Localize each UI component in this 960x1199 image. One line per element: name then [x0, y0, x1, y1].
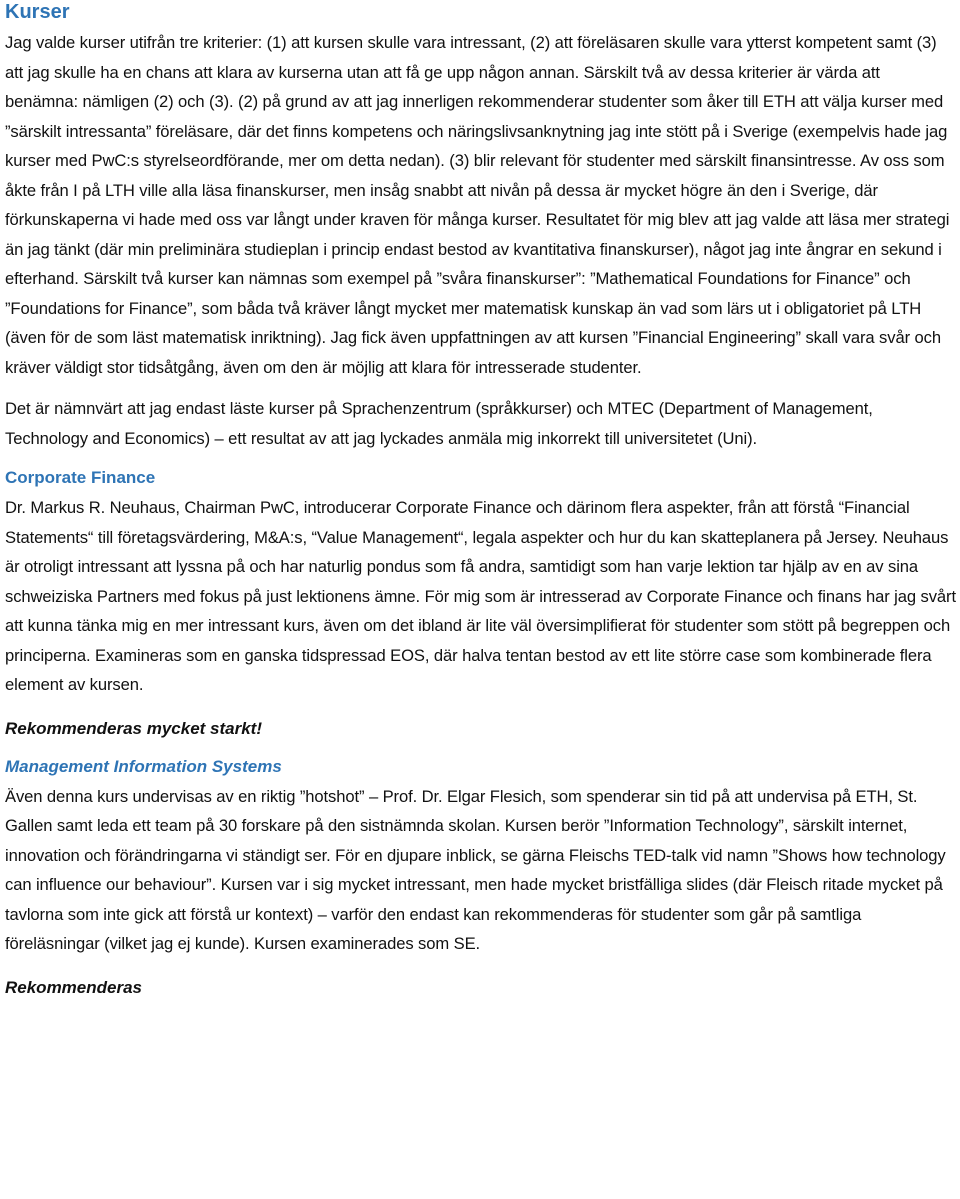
mis-recommendation: Rekommenderas	[5, 977, 143, 997]
corporate-finance-paragraph: Dr. Markus R. Neuhaus, Chairman PwC, introducerar Corporate Finance och därinom flera aspekter, från att förstå “Financial Statements“ till företagsvärdering, M&A:s, “Value Management“, legala aspekter och hur du kan skatteplanera på Jersey. Neuhaus är otroligt intressant att lyssna på och har naturlig pondus som få andra, samtidigt som han varje lektion tar hjälp av en av sina schweiziska Partners med fokus på just lektionens ämne. För mig som är intresserad av Corporate Finance och finans har jag svårt att kunna tänka mig en mer intressant kurs, även om det ibland är lite väl översimplifierat för studenter som stött på begreppen och principerna. Examineras som en ganska tidspressad EOS, där halva tentan bestod av ett lite större case som kombinerade flera element av kursen.	[5, 498, 956, 694]
heading-corporate-finance: Corporate Finance	[5, 468, 156, 487]
kurser-paragraph-2: Det är nämnvärt att jag endast läste kurser på Sprachenzentrum (språkkurser) och MTEC (Department of Management, Technology and Economics) – ett resultat av att jag lyckades anmäla mig inkorrekt till universitetet (Uni).	[5, 399, 873, 448]
heading-management-information-systems: Management Information Systems	[5, 756, 282, 776]
kurser-paragraph-1: Jag valde kurser utifrån tre kriterier: (1) att kursen skulle vara intressant, (2) att föreläsaren skulle vara ytterst kompetent samt (3) att jag skulle ha en chans att klara av kurserna utan att få ge upp någon annan. Särskilt två av dessa kriterier är värda att benämna: nämligen (2) och (3). (2) på grund av att jag innerligen rekommenderar studenter som åker till ETH att välja kurser med ”särskilt intressanta” föreläsare, där det finns kompetens och näringslivsanknytning jag inte stött på i Sverige (exempelvis hade jag kurser med PwC:s styrelseordförande, mer om detta nedan). (3) blir relevant för studenter med särskilt finansintresse. Av oss som åkte från I på LTH ville alla läsa finanskurser, men insåg snabbt att nivån på dessa är mycket högre än den i Sverige, där förkunskaperna vi hade med oss var långt under kraven för många kurser. Resultatet för mig blev att jag valde att läsa mer strategi än jag tänkt (där min preliminära studieplan i princip endast bestod av kvantitativa finanskurser), något jag inte ångrar en sekund i efterhand. Särskilt två kurser kan nämnas som exempel på ”svåra finanskurser”: ”Mathematical Foundations for Finance” och ”Foundations for Finance”, som båda två kräver långt mycket mer matematisk kunskap än vad som lärs ut i obligatoriet på LTH (även för de som läst matematisk inriktning). Jag fick även uppfattningen av att kursen ”Financial Engineering” skall vara svår och kräver väldigt stor tidsåtgång, även om den är möjlig att klara för intresserade studenter.	[5, 33, 950, 377]
corporate-finance-recommendation: Rekommenderas mycket starkt!	[5, 718, 263, 738]
document-page	[5, 0, 957, 999]
mis-paragraph: Även denna kurs undervisas av en riktig ”hotshot” – Prof. Dr. Elgar Flesich, som spenderar sin tid på att undervisa på ETH, St. Gallen samt leda ett team på 30 forskare på den sistnämnda skolan. Kursen berör ”Information Technology”, särskilt internet, innovation och förändringarna vi ständigt ser. För en djupare inblick, se gärna Fleischs TED-talk vid namn ”Shows how technology can influence our behaviour”. Kursen var i sig mycket intressant, men hade mycket bristfälliga slides (där Fleisch ritade mycket på tavlorna som inte gick att förstå ur kontext) – varför den endast kan rekommenderas för studenter som går på samtliga föreläsningar (vilket jag ej kunde). Kursen examinerades som SE.	[5, 786, 946, 953]
heading-kurser: Kurser	[5, 1, 70, 23]
